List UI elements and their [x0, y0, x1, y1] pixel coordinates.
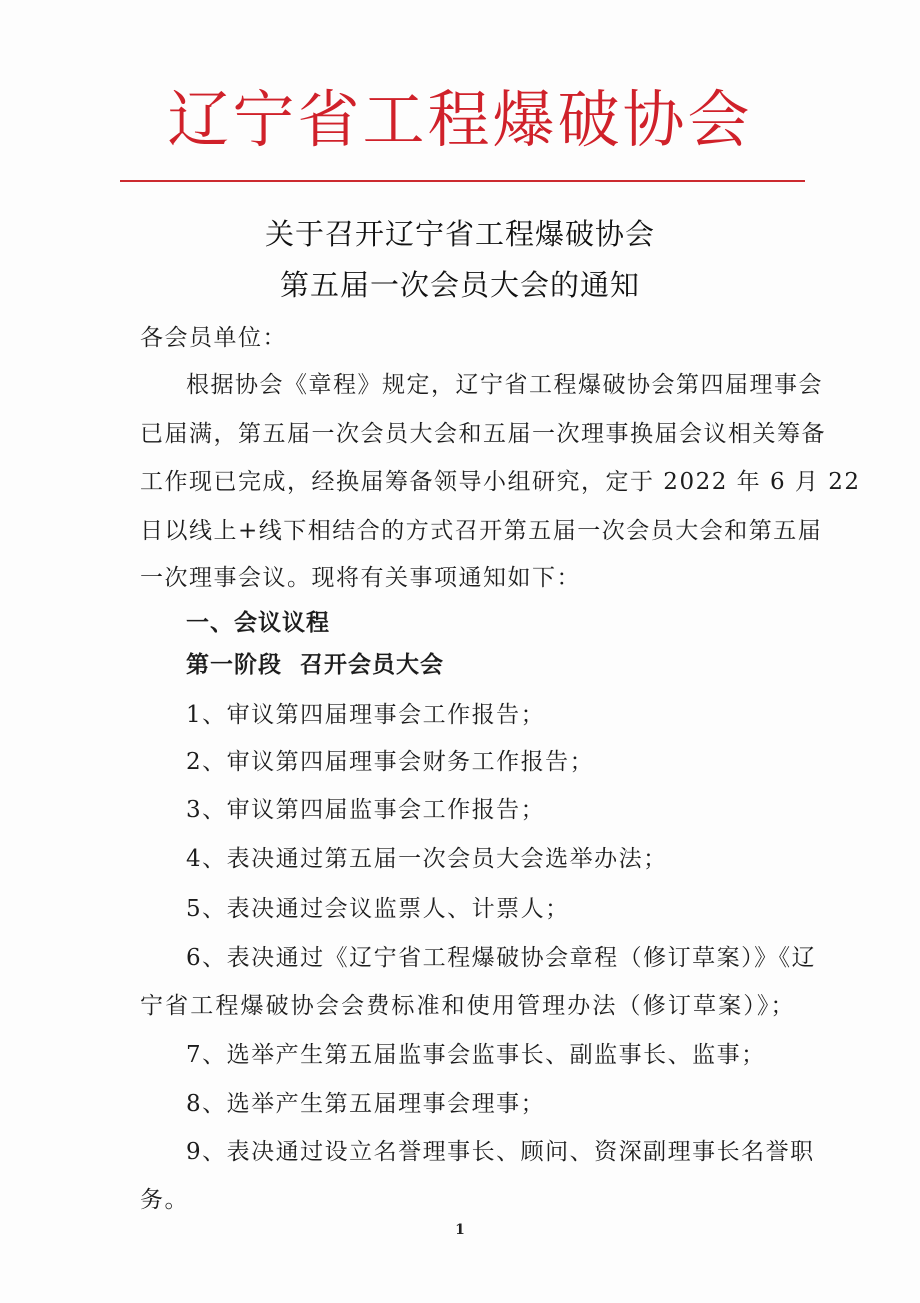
agenda-item: 7、选举产生第五届监事会监事长、副监事长、监事； [186, 1042, 766, 1068]
agenda-item: 2、审议第四届理事会财务工作报告； [186, 749, 595, 775]
notice-title-line-1: 关于召开辽宁省工程爆破协会 [264, 217, 655, 251]
intro-paragraph-line: 日以线上+线下相结合的方式召开第五届一次会员大会和第五届 [140, 518, 823, 544]
agenda-item-continuation: 务。 [140, 1187, 189, 1213]
stage-heading: 第一阶段 召开会员大会 [186, 652, 445, 678]
page-number: 1 [455, 1222, 465, 1238]
org-letterhead-title: 辽宁省工程爆破协会 [167, 83, 753, 156]
agenda-item: 3、审议第四届监事会工作报告； [186, 797, 546, 823]
intro-paragraph-line: 已届满，第五届一次会员大会和五届一次理事换届会议相关筹备 [140, 421, 826, 447]
intro-paragraph-line: 工作现已完成，经换届筹备领导小组研究，定于 2022 年 6 月 22 [140, 469, 861, 495]
agenda-item: 5、表决通过会议监票人、计票人； [186, 896, 570, 922]
salutation: 各会员单位： [140, 325, 287, 351]
agenda-item: 4、表决通过第五届一次会员大会选举办法； [186, 846, 668, 872]
agenda-item: 8、选举产生第五届理事会理事； [186, 1091, 546, 1117]
section-heading-agenda: 一、会议议程 [186, 610, 330, 636]
agenda-item: 1、审议第四届理事会工作报告； [186, 702, 546, 728]
agenda-item-continuation: 宁省工程爆破协会会费标准和使用管理办法（修订草案）》； [140, 993, 795, 1019]
agenda-item: 9、表决通过设立名誉理事长、顾问、资深副理事长名誉职 [186, 1139, 815, 1165]
intro-paragraph-line: 一次理事会议。现将有关事项通知如下： [140, 565, 581, 591]
notice-title-line-2: 第五届一次会员大会的通知 [279, 268, 640, 302]
intro-paragraph-line: 根据协会《章程》规定，辽宁省工程爆破协会第四届理事会 [186, 372, 823, 398]
letterhead-divider [120, 180, 805, 182]
agenda-item: 6、表决通过《辽宁省工程爆破协会章程（修订草案）》《辽 [186, 945, 817, 971]
